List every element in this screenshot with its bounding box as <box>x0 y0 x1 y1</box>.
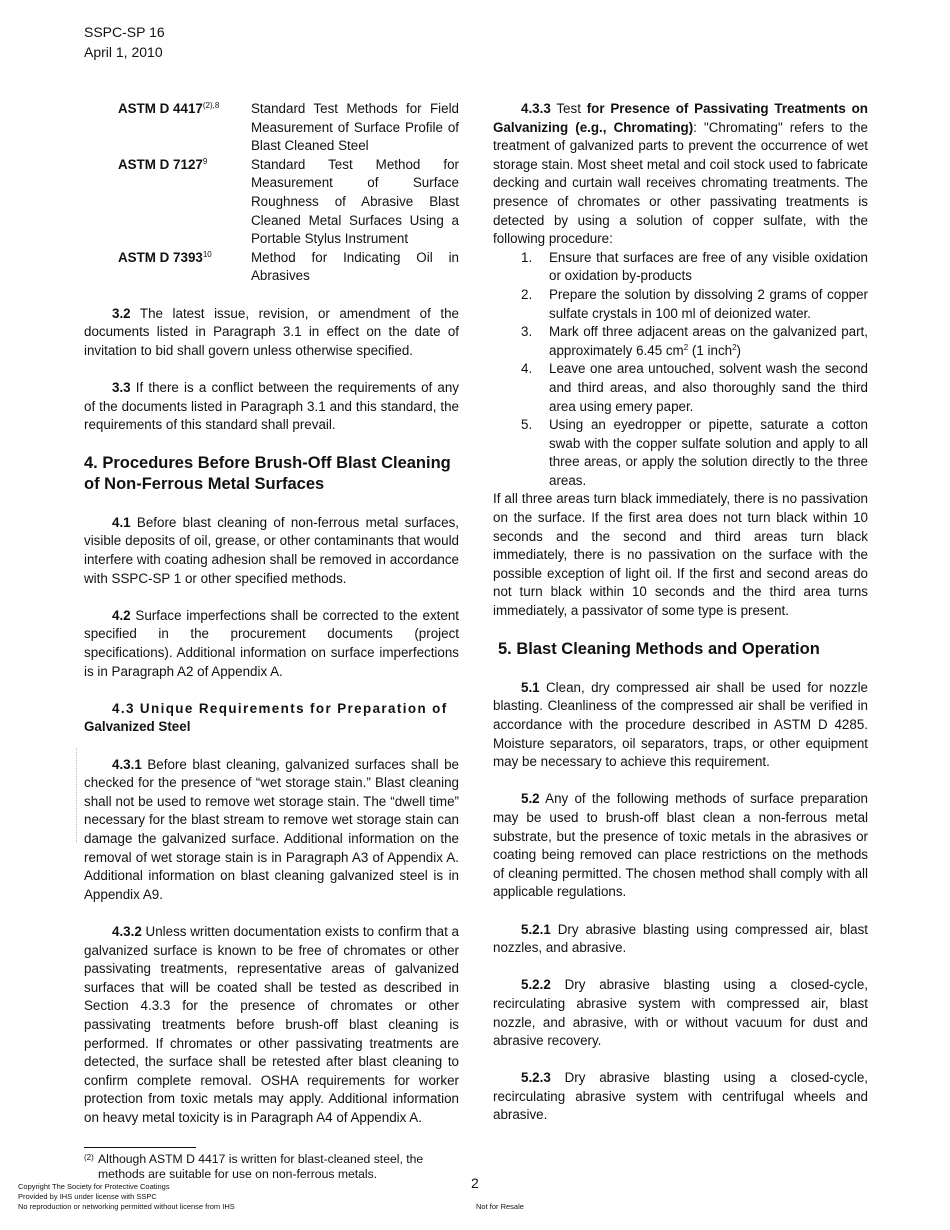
para-text: Before blast cleaning, galvanized surfaces shall be checked for the presence of “wet storage stain.” Blast cleaning shall not be used to remove wet storage stain. The “dwell time” necessary for the blast stream to remove wet storage stain can damage the galvanized surface. Additional information on the removal of wet storage stain is in Paragraph A3 of Appendix A. Additional information on blast cleaning galvanized steel is in Appendix A9. <box>84 756 459 902</box>
list-item <box>493 249 868 286</box>
document-id: SSPC-SP 16 <box>84 24 165 40</box>
list-item <box>493 360 868 416</box>
reference-sup: 10 <box>202 249 212 259</box>
para-text: : "Chromating" refers to the treatment of galvanized parts to prevent the occurrence of wet storage stain. Most sheet metal and coil stock used to fabricate decking and curtain wall receives chromating treatments. The presence of chromates or other passivating treatments is detected by using a solution of copper sulfate, with the following procedure: <box>493 119 868 247</box>
page-header <box>84 22 165 62</box>
reference-sup: (2),8 <box>202 101 220 110</box>
footnote <box>84 1152 444 1182</box>
para-number: 5.1 <box>521 679 540 695</box>
margin-mark <box>76 748 78 843</box>
para-number: 4.2 <box>112 607 131 623</box>
paragraph-3-2 <box>84 305 459 361</box>
reference-desc: Method for Indicating Oil in Abrasives <box>251 249 459 284</box>
reference-row <box>118 156 459 249</box>
para-number: 4.3.3 <box>521 101 551 116</box>
para-text: Dry abrasive blasting using a closed-cycle, recirculating abrasive system with compressed air, blast nozzle, and abrasive, with or without vacuum for dust and abrasive recovery. <box>493 977 868 1049</box>
reference-desc: Standard Test Methods for Field Measurement of Surface Profile of Blast Cleaned Steel <box>251 101 459 154</box>
para-bold-text: for Presence of Passivating Treatments on Galvanizing (e.g., Chromating) <box>493 101 868 135</box>
result-paragraph: If all three areas turn black immediately, there is no passivation on the surface. If the first area does not turn black within 10 seconds and the second and third areas turn black immediately, there is no passivation on the surface with the possible exception of light oil. If the first and second areas do not turn black within 10 seconds and the third area turns immediately, a passivator of some type is present. <box>493 491 868 619</box>
list-text: (1 inch <box>688 342 733 358</box>
list-number: 3. <box>521 324 533 340</box>
paragraph-4-2 <box>84 607 459 681</box>
para-number: 4.1 <box>112 514 131 530</box>
para-number: 3.3 <box>112 379 131 395</box>
para-text: Test <box>550 101 587 116</box>
para-text: If there is a conflict between the requirements of any of the documents listed in Paragraph 3.1 and this standard, the requirements of this standard shall prevail. <box>84 379 459 433</box>
para-number: 5.2.1 <box>521 921 551 937</box>
list-text: Ensure that surfaces are free of any visible oxidation or oxidation by-products <box>549 249 868 284</box>
list-number: 2. <box>521 286 533 302</box>
reference-sup: 9 <box>202 156 208 166</box>
para-text: Before blast cleaning of non-ferrous metal surfaces, visible deposits of oil, grease, or other contaminants that would interfere with coating adhesion shall be removed in accordance with SSPC-SP 1 or other specified methods. <box>84 514 459 586</box>
paragraph-3-3 <box>84 379 459 435</box>
para-number: 5.2 <box>521 791 540 807</box>
section-4-heading: 4. Procedures Before Brush-Off Blast Cleaning of Non-Ferrous Metal Surfaces <box>84 454 451 494</box>
paragraph-5-2 <box>493 790 868 902</box>
para-number: 5.2.2 <box>521 977 551 993</box>
section-5-heading: 5. Blast Cleaning Methods and Operation <box>498 640 820 659</box>
para-number: 4.3.2 <box>112 923 142 939</box>
list-item <box>493 323 868 360</box>
paragraph-5-2-3 <box>493 1069 868 1125</box>
superscript: 2 <box>683 342 689 352</box>
list-text: Leave one area untouched, solvent wash the second and third areas, and also thoroughly sand the third area using emery paper. <box>549 361 868 414</box>
list-text: Mark off three adjacent areas on the galvanized part, approximately 6.45 cm <box>549 324 868 358</box>
document-date: April 1, 2010 <box>84 44 163 60</box>
list-item <box>493 416 868 490</box>
list-number: 1. <box>521 249 533 265</box>
para-number: 3.2 <box>112 305 131 321</box>
list-text: ) <box>736 342 742 358</box>
copyright-line: Provided by IHS under license with SSPC <box>18 1192 157 1201</box>
para-number: 4.3.1 <box>112 756 142 772</box>
footnote-text: Although ASTM D 4417 is written for blast-cleaned steel, the methods are suitable for use on non-ferrous metals. <box>98 1152 424 1181</box>
copyright-notice <box>18 1182 235 1212</box>
list-text: Using an eyedropper or pipette, saturate a cotton swab with the copper sulfate solution and apply to all three areas, or apply the solution directly to the three areas. <box>549 417 868 488</box>
list-item <box>493 286 868 323</box>
para-text: Dry abrasive blasting using a closed-cycle, recirculating abrasive system with centrifugal wheels and abrasive. <box>493 1070 868 1123</box>
reference-row <box>118 249 459 286</box>
subsection-4-3-heading <box>84 700 459 737</box>
paragraph-5-1 <box>493 679 868 772</box>
reference-row <box>118 100 459 156</box>
para-text: Unless written documentation exists to confirm that a galvanized surface is known to be free of chromates or other passivating treatments, representative areas of galvanized surfaces that will be coated shall be tested as described in Section 4.3.3 for the presence of chromates or other passivating treatments before brush-off blast cleaning is performed. If chromates or other passivating treatments are detected, the surface shall be retested after blast cleaning to confirm complete removal. OSHA requirements for worker protection from toxic metals may apply. Additional information on heavy metal toxicity is in Paragraph A4 of Appendix A. <box>84 923 459 1125</box>
paragraph-5-2-2 <box>493 976 868 1050</box>
paragraph-4-1 <box>84 514 459 588</box>
not-for-resale-notice: Not for Resale <box>476 1202 524 1211</box>
para-text: Surface imperfections shall be corrected to the extent specified in the procurement documents (project specifications). Additional information on surface imperfections is in Paragraph A2 of Appendix A. <box>84 607 459 679</box>
list-text: Prepare the solution by dissolving 2 grams of copper sulfate crystals in 100 ml of deionized water. <box>549 286 868 321</box>
reference-key: ASTM D 7393 <box>118 249 203 265</box>
paragraph-5-2-1 <box>493 921 868 958</box>
copyright-line: Copyright The Society for Protective Coatings <box>18 1182 170 1191</box>
heading-line: 4.3 Unique Requirements for Preparation of <box>112 700 448 716</box>
superscript: 2 <box>732 342 737 352</box>
paragraph-4-3-3 <box>493 100 868 249</box>
copyright-line: No reproduction or networking permitted without license from IHS <box>18 1202 235 1211</box>
list-number: 4. <box>521 361 533 377</box>
footnote-mark: (2) <box>84 1153 94 1162</box>
list-number: 5. <box>521 417 533 433</box>
left-column <box>84 100 459 1127</box>
para-number: 5.2.3 <box>521 1070 551 1086</box>
footnote-rule <box>84 1147 196 1148</box>
reference-key: ASTM D 4417 <box>118 101 203 116</box>
para-text: The latest issue, revision, or amendment of the documents listed in Paragraph 3.1 in effect on the date of invitation to bid shall govern unless otherwise specified. <box>84 305 459 358</box>
reference-key: ASTM D 7127 <box>118 156 203 172</box>
page-number: 2 <box>471 1175 479 1191</box>
procedure-list <box>493 249 868 491</box>
paragraph-4-3-2 <box>84 923 459 1128</box>
reference-table <box>118 100 459 286</box>
para-text: Dry abrasive blasting using compressed air, blast nozzles, and abrasive. <box>493 921 868 956</box>
right-column <box>493 100 868 1125</box>
para-text: Clean, dry compressed air shall be used for nozzle blasting. Cleanliness of the compressed air shall be verified in accordance with the procedure described in ASTM D 4285. Moisture separators, oil separators, traps, or other equipment may be necessary to achieve this requirement. <box>493 679 868 770</box>
para-text: Any of the following methods of surface preparation may be used to brush-off blast clean a non-ferrous metal substrate, but the presence of toxic metals in the abrasives or coating being removed can place restrictions on the methods of cleaning permitted. The chosen method shall comply with all applicable regulations. <box>493 791 868 900</box>
paragraph-4-3-1 <box>84 756 459 905</box>
heading-line: Galvanized Steel <box>84 719 191 735</box>
reference-desc: Standard Test Method for Measurement of Surface Roughness of Abrasive Blast Cleaned Metal Surfaces Using a Portable Stylus Instrument <box>251 156 459 247</box>
